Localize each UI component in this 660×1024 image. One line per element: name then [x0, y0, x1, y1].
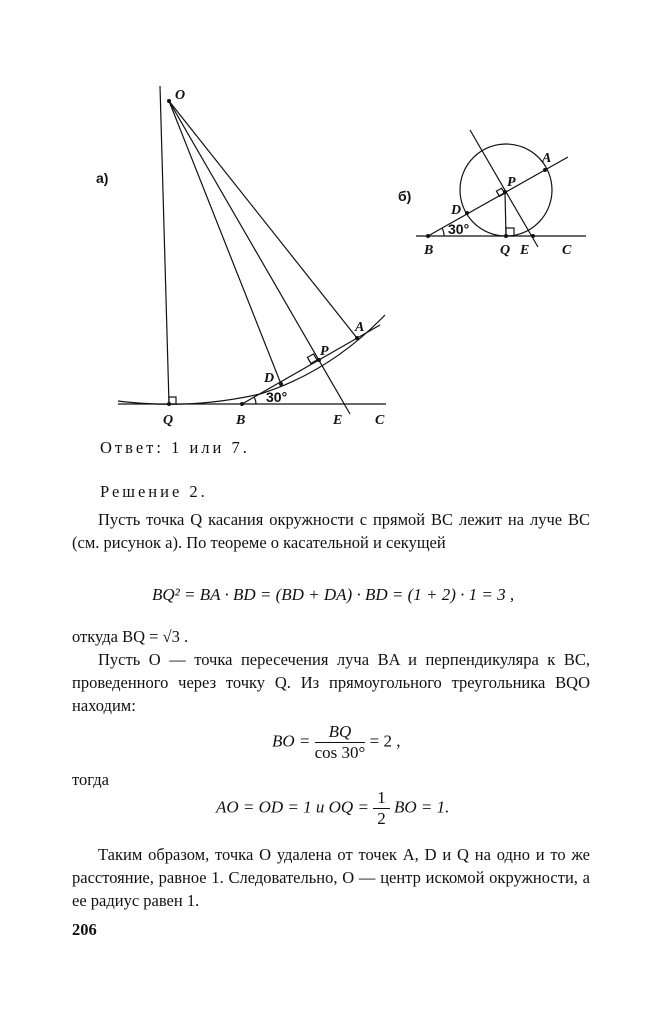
angle-arc [254, 397, 256, 404]
angle-arc [442, 228, 444, 236]
formula-3-rhs: BO = 1. [393, 797, 450, 817]
formula-2-denominator: cos 30° [314, 743, 366, 762]
figure-a-labels [96, 88, 385, 428]
formula-2-lhs: BO = [272, 731, 311, 751]
paragraph-1: Пусть точка Q касания окружности с прямой BC лежит на луче BC (см. рисунок а). По теореме о касательной и секущей [72, 510, 590, 552]
solution-heading: Решение 2. [100, 482, 208, 501]
point-a-label: A [542, 151, 552, 166]
point-d-label: D [264, 371, 275, 386]
point-b-label: B [424, 243, 434, 258]
figure-a-label: а) [96, 170, 109, 186]
formula-2 [272, 722, 400, 763]
formula-3 [216, 788, 449, 829]
answer: Ответ: 1 или 7. [100, 438, 250, 457]
segment-oq [160, 86, 169, 404]
segment-od [169, 101, 281, 384]
perpendicular-line [470, 130, 538, 247]
figure-b [416, 130, 586, 247]
point-p-label: P [320, 344, 329, 359]
point-d-label: D [451, 203, 462, 218]
paragraph-2: откуда BQ = √3 . [72, 627, 189, 646]
formula-2-rhs: = 2 , [369, 731, 401, 751]
segment-oa [169, 101, 357, 338]
point-e-label: E [333, 413, 343, 428]
formula-3-numerator: 1 [373, 788, 390, 809]
point-a-label: A [355, 320, 365, 335]
point-q-label: Q [163, 413, 174, 428]
circle-arc [118, 315, 385, 404]
angle-label: 30° [266, 389, 288, 405]
formula-2-numerator: BQ [315, 722, 366, 743]
line-oe [169, 101, 350, 414]
figure-a [118, 86, 386, 414]
point-o-label: O [175, 88, 186, 103]
page-number: 206 [72, 920, 97, 939]
formula-1: BQ² = BA · BD = (BD + DA) · BD = (1 + 2) · 1 = 3 , [152, 585, 515, 604]
formula-3-lhs: AO = OD = 1 и OQ = [216, 797, 369, 817]
paragraph-5: Таким образом, точка O удалена от точек A, D и Q на одно и то же расстояние, равное 1. Следовательно, O — центр искомой окружности, а ее радиус равен 1. [72, 845, 590, 910]
point-p-label: P [507, 175, 516, 190]
figure-b-label: б) [398, 188, 412, 204]
angle-label: 30° [448, 221, 470, 237]
point-c-label: C [375, 413, 385, 428]
paragraph-3: Пусть O — точка пересечения луча BA и перпендикуляра к BC, проведенного через точку Q. Из прямоугольного треугольника BQO находим: [72, 650, 590, 715]
point-b-label: B [236, 413, 246, 428]
point-q-label: Q [500, 243, 511, 258]
point-e-label: E [520, 243, 530, 258]
paragraph-4: тогда [72, 770, 109, 789]
formula-3-denominator: 2 [377, 809, 386, 828]
point-c-label: C [562, 243, 572, 258]
